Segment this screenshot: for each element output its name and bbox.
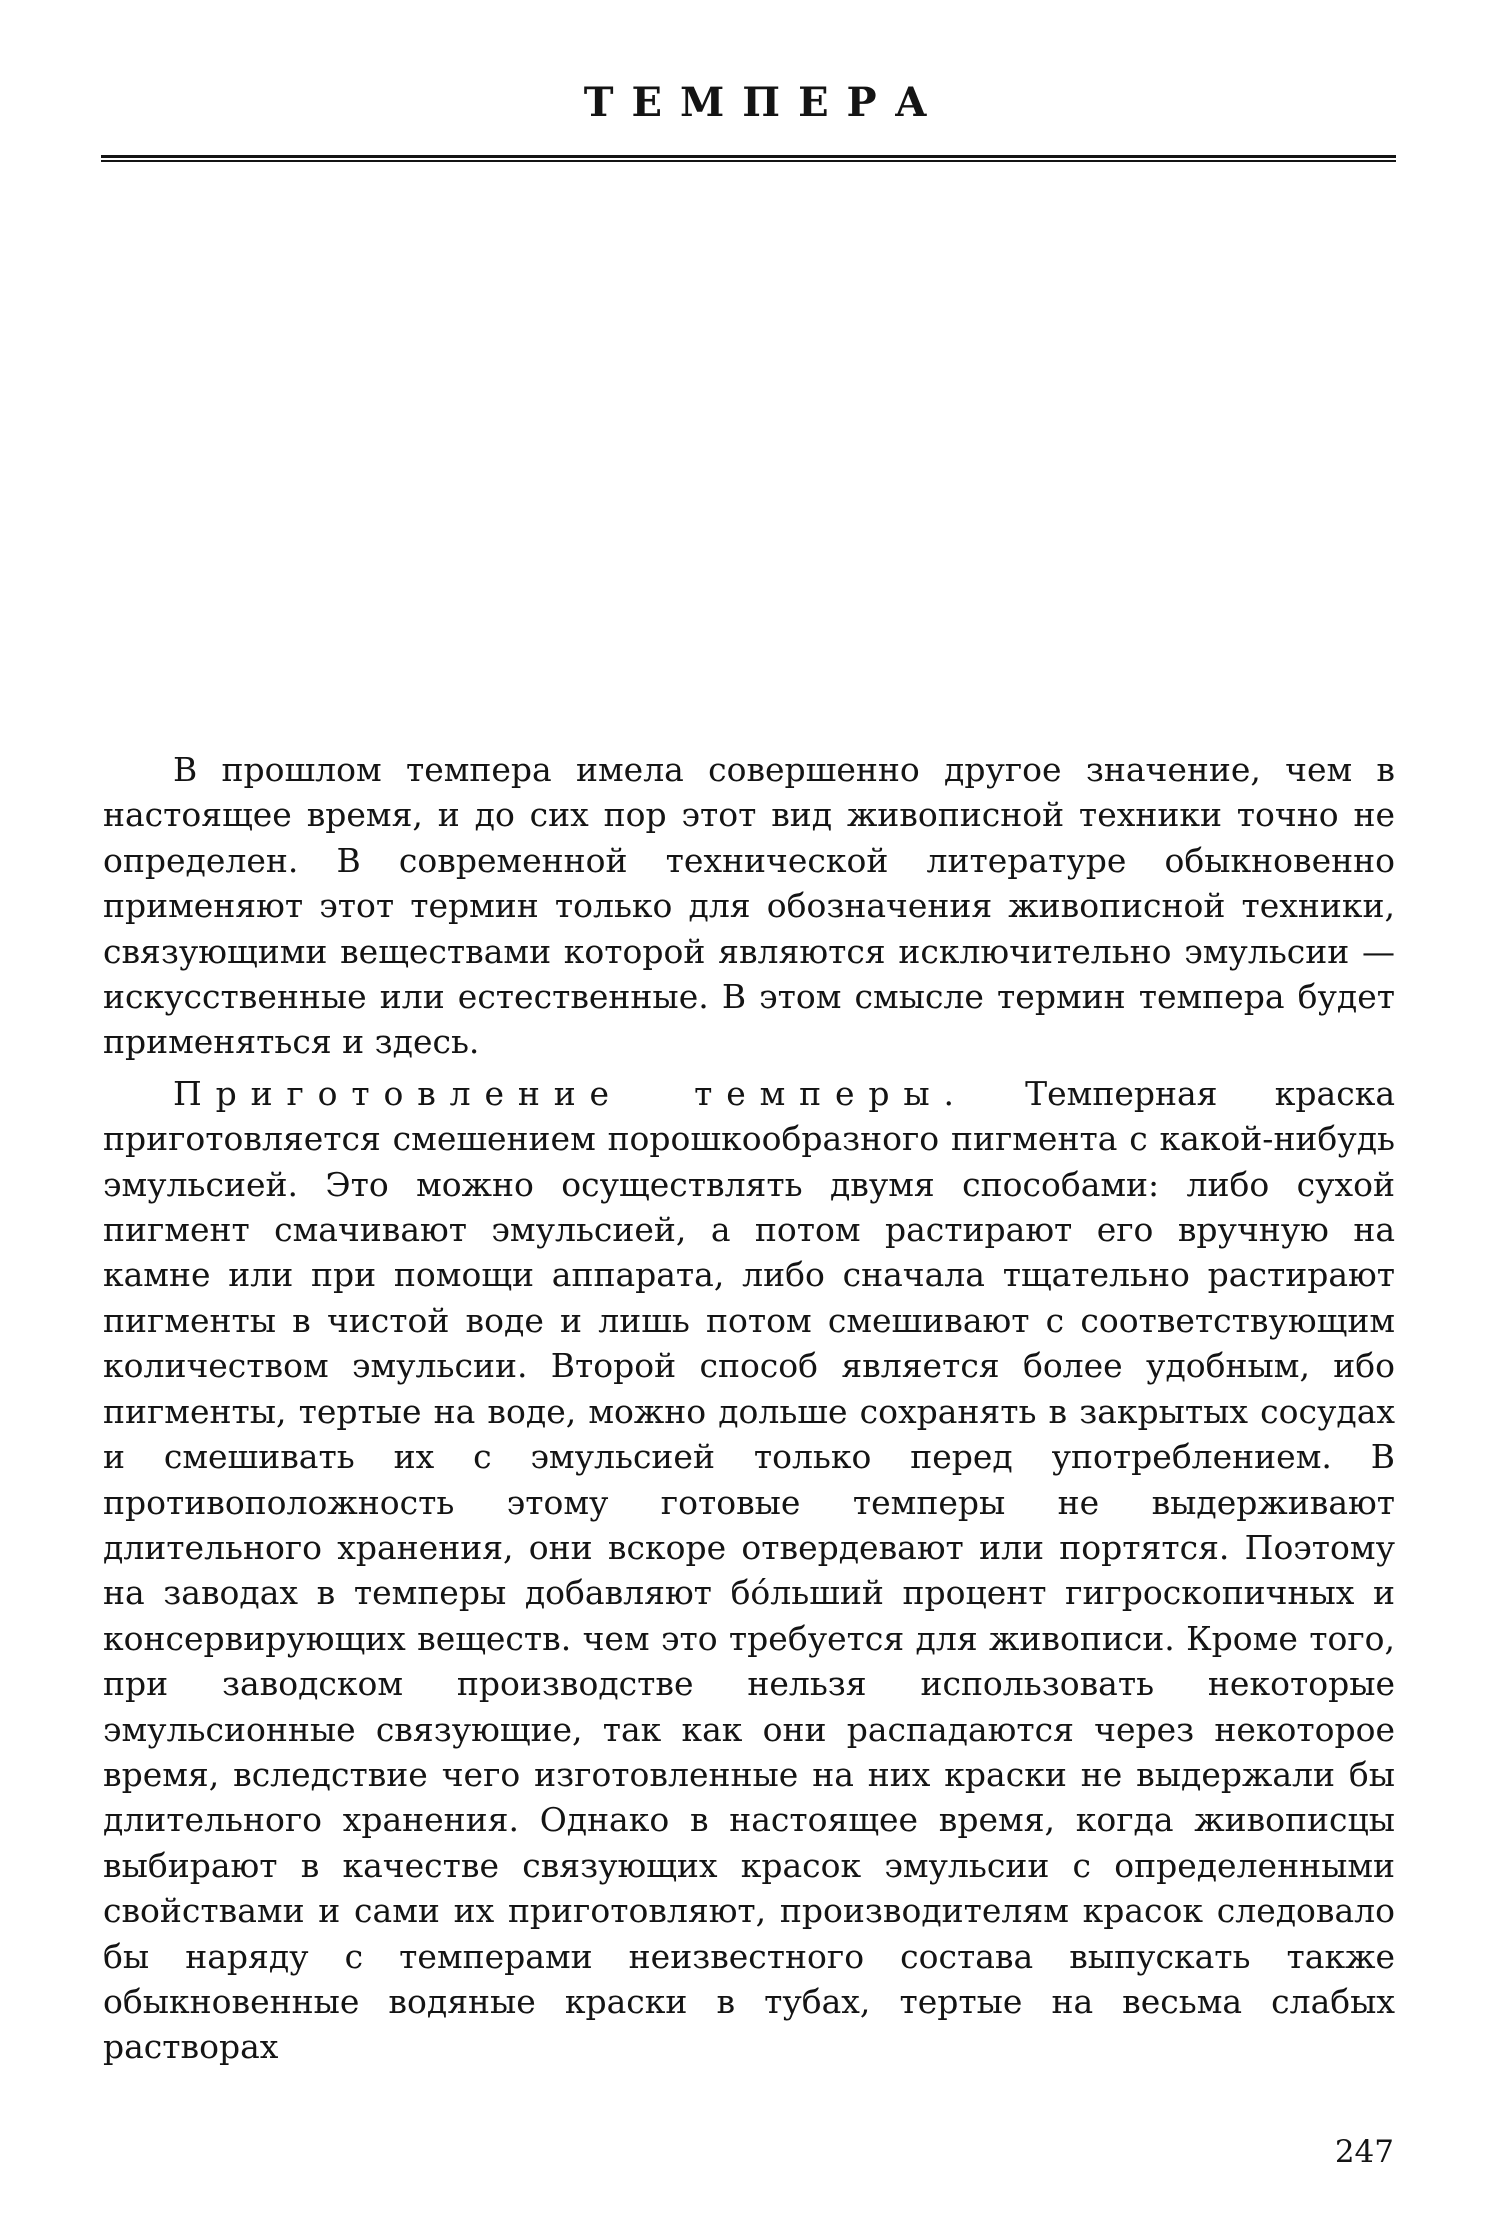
page-title: ТЕМПЕРА [583, 79, 946, 126]
run-in-heading: Приготовление темперы. [173, 1073, 968, 1113]
title-rule [101, 155, 1396, 165]
page-number: 247 [1334, 2134, 1394, 2170]
paragraph-intro-text: В прошлом темпера имела совершенно другое значение, чем в настоящее время, и до сих пор этот вид живописной техники точно не определен. В современной технической литературе обыкновенно применяют этот термин только для обозначения живописной техники, связующими веществами которой являются исключительно эмульсии — искусственные или естественные. В этом смысле термин темпера будет применяться и здесь. [103, 750, 1395, 1062]
body-text [103, 747, 1395, 2070]
paragraph-preparation [103, 1071, 1395, 2070]
paragraph-intro [103, 747, 1395, 1065]
title-rule-line-bottom [101, 160, 1396, 162]
paragraph-preparation-text: Темперная краска приготовляется смешением порошкообразного пигмента с какой-нибудь эмульсией. Это можно осуществлять двумя способами: либо сухой пигмент смачивают эмульсией, а потом растирают его вручную на камне или при помощи аппарата, либо сначала тщательно растирают пигменты в чистой воде и лишь потом смешивают с соответствующим количеством эмульсии. Второй способ является более удобным, ибо пигменты, тертые на воде, можно дольше сохранять в закрытых сосудах и смешивать их с эмульсией только перед употреблением. В противоположность этому готовые темперы не выдерживают длительного хранения, они вскоре отвердевают или портятся. Поэтому на заводах в темперы добавляют бо́льший процент гигроскопичных и консервирующих веществ. чем это требуется для живописи. Кроме того, при заводском производстве нельзя использовать некоторые эмульсионные связующие, так как они распадаются через некоторое время, вследствие чего изготовленные на них краски не выдержали бы длительного хранения. Однако в настоящее время, когда живописцы выбирают в качестве связующих красок эмульсии с определенными свойствами и сами их приготовляют, производителям красок следовало бы наряду с темперами неизвестного состава выпускать также обыкновенные водяные краски в тубах, тертые на весьма слабых растворах [103, 1073, 1395, 2067]
title-rule-line-top [101, 155, 1396, 158]
